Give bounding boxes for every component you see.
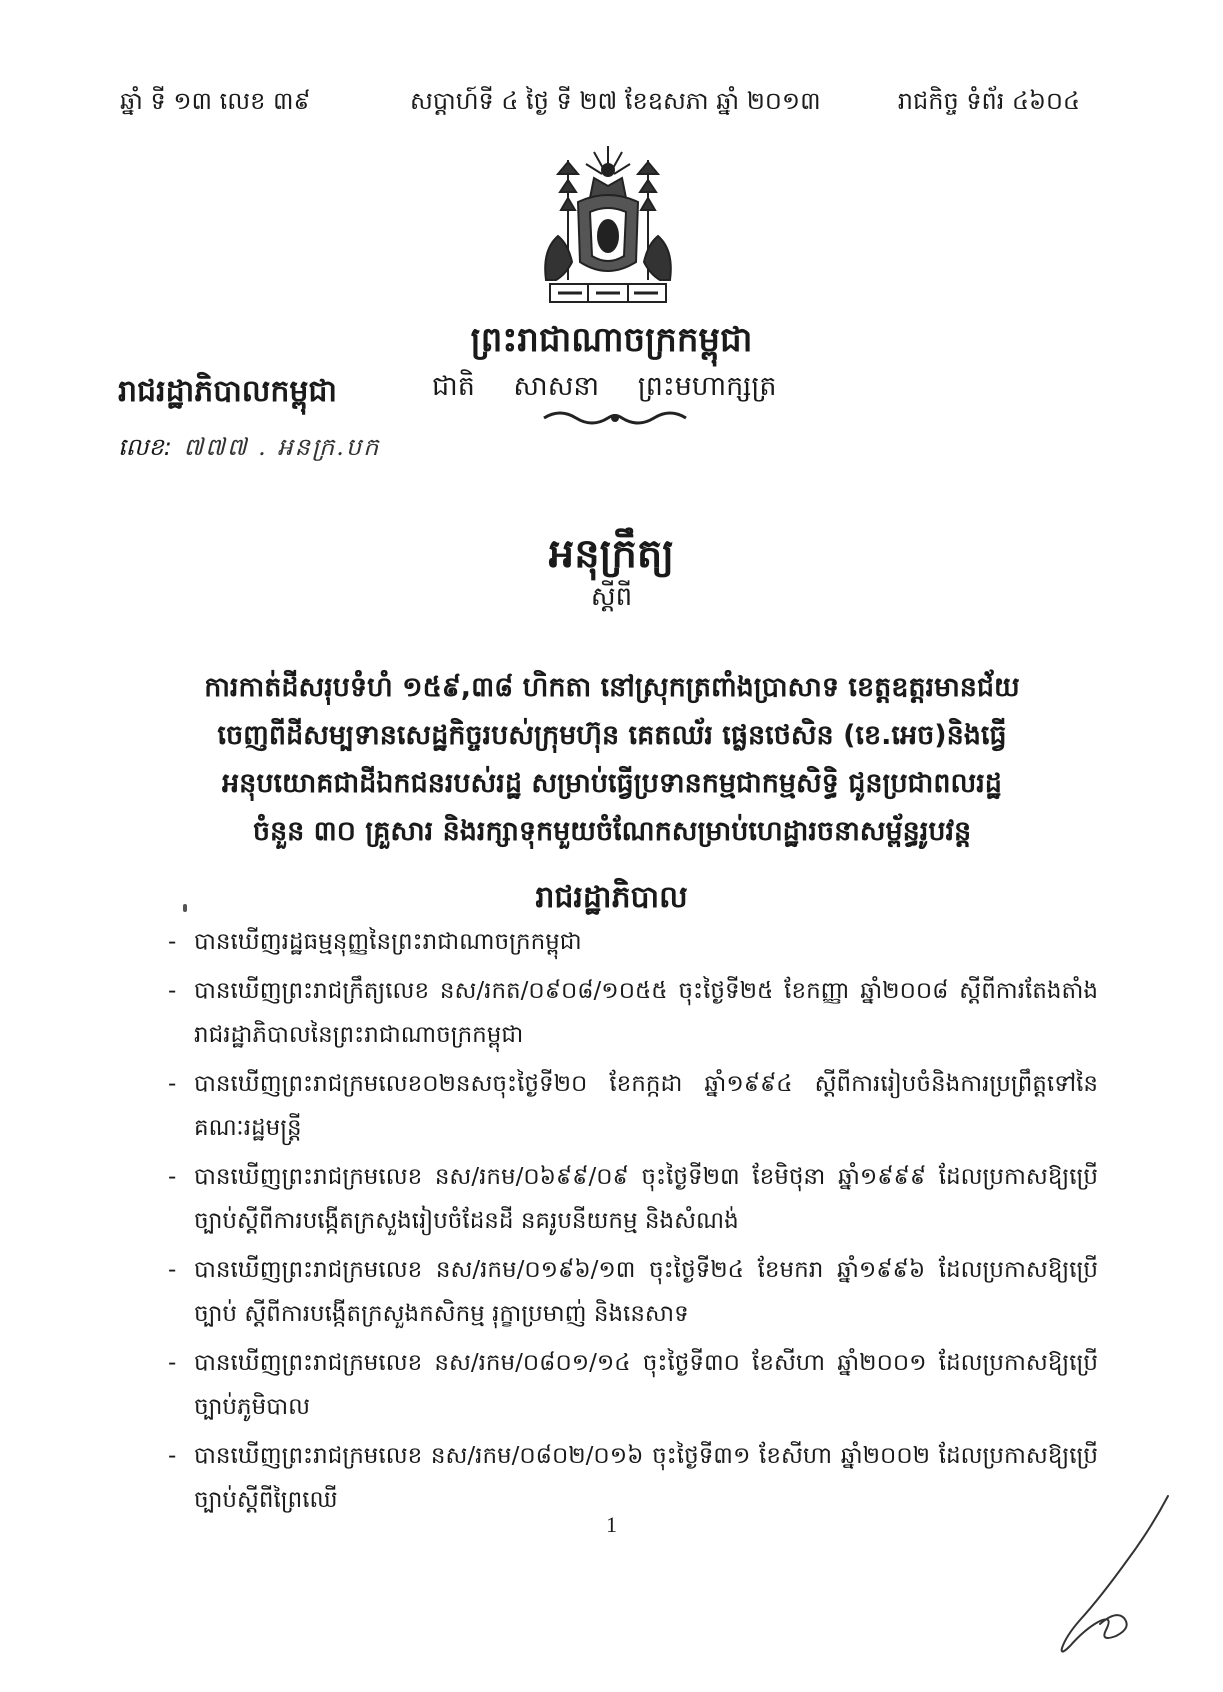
recital-text: បានឃើញព្រះរាជក្រមលេខ នស/រកម/០៨០១/១៤ ចុះថ្ងៃទី៣០ ខែសីហា ឆ្នាំ២០០១ ដែលប្រកាសឱ្យប្រើច្បាប់ភូមិបាល: [194, 1350, 1098, 1420]
national-motto: ជាតិ សាសនា ព្រះមហាក្សត្រ: [432, 371, 777, 402]
bullet: -: [168, 1443, 177, 1469]
recital-text: បានឃើញព្រះរាជក្រឹត្យលេខ នស/រកត/០៩០៨/១០៥៥ ចុះថ្ងៃទី២៥ ខែកញ្ញា ឆ្នាំ២០០៨ ស្តីពីការតែងតាំងរាជរដ្ឋាភិបាលនៃព្រះរាជាណាចក្រកម្ពុជា: [194, 978, 1098, 1048]
bullet: -: [168, 929, 177, 955]
recital-text: បានឃើញព្រះរាជក្រមលេខ០២នសចុះថ្ងៃទី២០ ខែកក្កដា ឆ្នាំ១៩៩៤ ស្តីពីការរៀបចំនិងការប្រព្រឹត្តទៅនៃគណៈរដ្ឋមន្ត្រី: [194, 1071, 1098, 1141]
recital-item: [168, 1434, 1098, 1522]
section-heading: រាជរដ្ឋាភិបាល: [535, 880, 688, 915]
recital-item: [168, 1155, 1098, 1243]
title-line: ចេញពីដីសម្បទានសេដ្ឋកិច្ចរបស់ក្រុមហ៊ុន គេតឈ័រ ផ្លេនថេសិន (ខេ.អេច)និងធ្វើ: [217, 720, 1007, 751]
page-number: 1: [606, 1512, 617, 1537]
handwritten-signature-icon: [1040, 1490, 1180, 1660]
bullet: -: [168, 978, 177, 1004]
gazette-page-ref: រាជកិច្ច ទំព័រ ៤៦០៤: [897, 87, 1080, 115]
document-type: អនុក្រឹត្យ: [548, 531, 675, 577]
reference-number: [118, 432, 380, 467]
gazette-date: សប្តាហ៍ទី ៤ ថ្ងៃ ទី ២៧ ខែឧសភា ឆ្នាំ ២០១៣: [410, 87, 821, 115]
recital-text: បានឃើញព្រះរាជក្រមលេខ នស/រកម/០១៩៦/១៣ ចុះថ្ងៃទី២៤ ខែមករា ឆ្នាំ១៩៩៦ ដែលប្រកាសឱ្យប្រើច្បាប់ ស្តីពីការបង្កើតក្រសួងកសិកម្ម រុក្ខាប្រមាញ់ និងនេសាទ: [194, 1257, 1098, 1327]
title-line: ការកាត់ដីសរុបទំហំ ១៥៩,៣៨ ហិកតា នៅស្រុកត្រពាំងប្រាសាទ ខេត្តឧត្តរមានជ័យ: [204, 672, 1020, 703]
recital-text: បានឃើញព្រះរាជក្រមលេខ នស/រកម/០៦៩៩/០៩ ចុះថ្ងៃទី២៣ ខែមិថុនា ឆ្នាំ១៩៩៩ ដែលប្រកាសឱ្យប្រើច្បាប់ស្តីពីការបង្កើតក្រសួងរៀបចំដែនដី នគរូបនីយកម្ម និងសំណង់: [194, 1164, 1098, 1234]
stray-mark: [183, 904, 187, 912]
gazette-header: [120, 86, 1080, 126]
title-line: ចំនួន ៣០ គ្រួសារ និងរក្សាទុកមួយចំណែកសម្រាប់ហេដ្ឋារចនាសម្ព័ន្ធរូបវន្ត: [252, 816, 972, 847]
bullet: -: [168, 1164, 177, 1190]
recital-list: [168, 920, 1098, 1527]
document-title: [128, 664, 1096, 856]
title-line: អនុបយោគជាដីឯកជនរបស់រដ្ឋ សម្រាប់ធ្វើប្រទានកម្មជាកម្មសិទ្ធិ ជូនប្រជាពលរដ្ឋ: [222, 768, 1002, 799]
recital-text: បានឃើញរដ្ឋធម្មនុញ្ញនៃព្រះរាជាណាចក្រកម្ពុជា: [194, 929, 582, 955]
bullet: -: [168, 1071, 177, 1097]
bullet: -: [168, 1350, 177, 1376]
reference-value: ៧៧៧ . អនក្រ.បក: [183, 433, 381, 461]
recital-item: [168, 1062, 1098, 1150]
recital-item: [168, 1248, 1098, 1336]
issuing-authority: រាជរដ្ឋាភិបាលកម្ពុជា: [118, 374, 337, 409]
royal-coat-of-arms-icon: [528, 140, 688, 308]
ornament-divider-icon: [540, 408, 690, 428]
reference-label: លេខ:: [118, 433, 172, 461]
recital-text: បានឃើញព្រះរាជក្រមលេខ នស/រកម/០៨០២/០១៦ ចុះថ្ងៃទី៣១ ខែសីហា ឆ្នាំ២០០២ ដែលប្រកាសឱ្យប្រើច្បាប់ស្តីពីព្រៃឈើ: [194, 1443, 1098, 1513]
recital-item: [168, 1341, 1098, 1429]
bullet: -: [168, 1257, 177, 1283]
recital-item: [168, 920, 1098, 964]
recital-item: [168, 969, 1098, 1057]
document-about: ស្តីពី: [590, 582, 633, 612]
gazette-year-issue: ឆ្នាំ ទី ១៣ លេខ ៣៩: [120, 87, 311, 115]
kingdom-name: ព្រះរាជាណាចក្រកម្ពុជា: [470, 320, 753, 360]
